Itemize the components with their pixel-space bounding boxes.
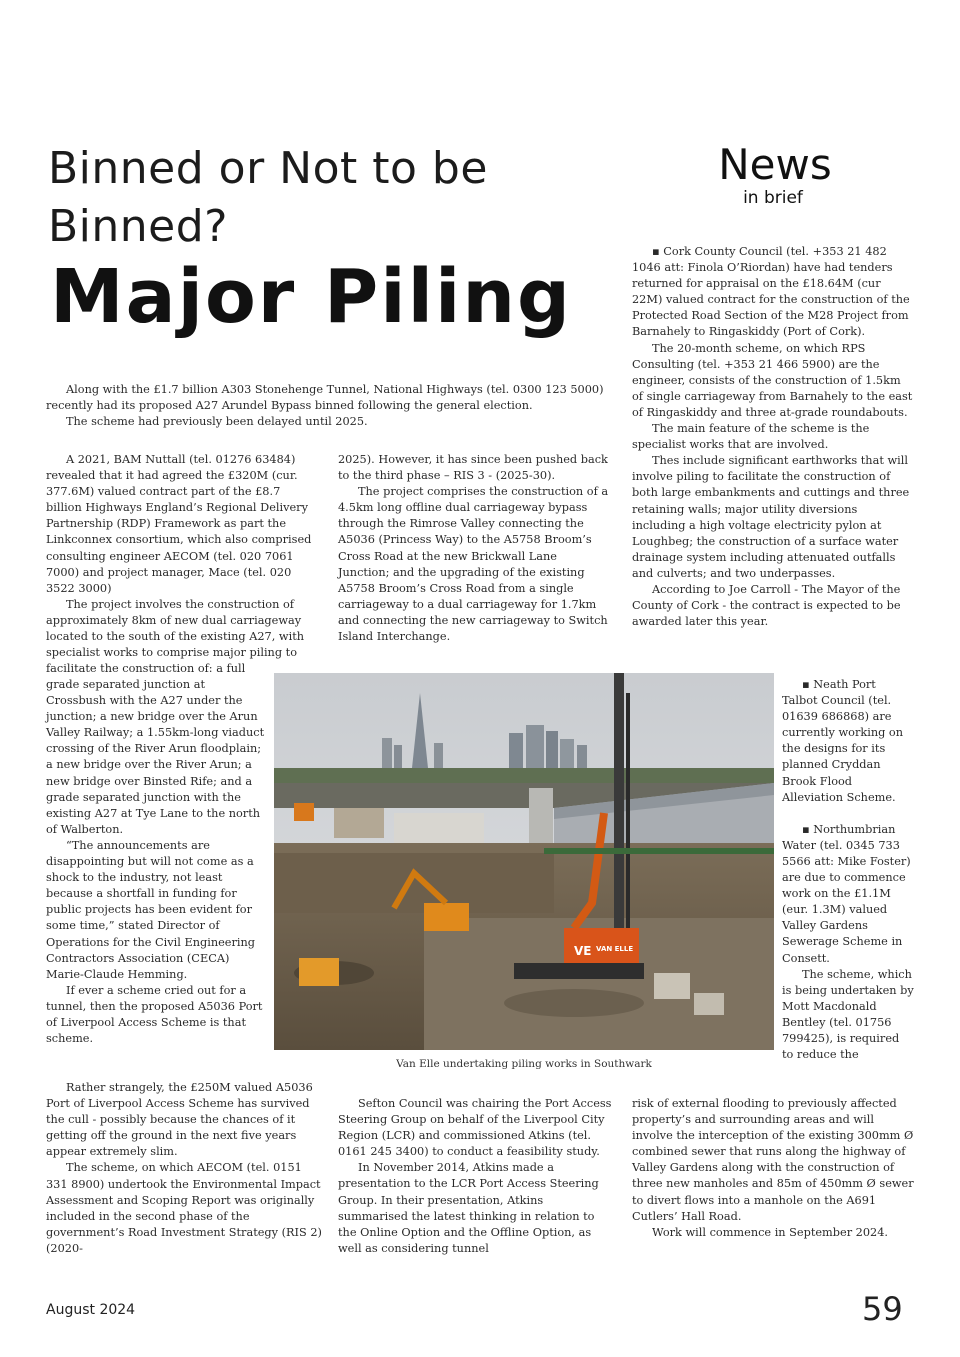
paragraph: Rather strangely, the £250M valued A5036 Port of Liverpool Access Scheme has survived the cull - possibly because the chances of it getting off the ground in the next five years appear extremely slim. xyxy=(46,1081,313,1159)
headline-line1: Binned or Not to be Binned? xyxy=(48,143,488,252)
paragraph: A 2021, BAM Nuttall (tel. 01276 63484) revealed that it had agreed the £320M (cur. 377.6M) valued contract part of the £8.7 billion Highways England’s Regional Delivery Partnership (RDP) Framework as part the Linkconnex consortium, which also comprised consulting engineer AECOM (tel. 020 7061 7000) and project manager, Mace (tel. 020 3522 3000) xyxy=(46,453,312,595)
news-brief-column-middle xyxy=(782,677,914,1063)
paragraph: Sefton Council was chairing the Port Access Steering Group on behalf of the Liverpool City Region (LCR) and commissioned Atkins (tel. 0161 245 3400) to conduct a feasibility study. xyxy=(338,1097,612,1159)
rig-logo: VE xyxy=(574,944,592,958)
paragraph: The scheme, on which AECOM (tel. 0151 331 8900) undertook the Environmental Impact Assessment and Scoping Report was originally included in the second phase of the government’s Road Investment Strategy (RIS 2) (2020- xyxy=(46,1161,322,1255)
rig-brand: VAN ELLE xyxy=(596,945,634,953)
intro-paragraph: The scheme had previously been delayed until 2025. xyxy=(66,415,368,429)
paragraph: The project involves the construction of approximately 8km of new dual carriageway located to the south of the existing A27, with specialist works to comprise major piling to facilitate the construction of: a full xyxy=(46,597,305,676)
page-number: 59 xyxy=(862,1290,903,1328)
paragraph: The 20-month scheme, on which RPS Consulting (tel. +353 21 466 5900) are the engineer, consists of the construction of 1.5km of single carriageway from Barnahely to the east of Ringaskiddy and three at-grade roundabouts. xyxy=(632,341,913,419)
construction-site-photo xyxy=(274,673,774,1050)
column-1-top xyxy=(46,452,314,677)
paragraph: The project comprises the construction of a 4.5km long offline dual carriageway bypass through the Rimrose Valley connecting the A5036 (Princess Way) to the A5758 Broom’s Cross Road at the new Brickwall Lane Junction; and the upgrading of the existing A5758 Broom’s Cross Road from a single carriageway to a dual carriageway for 1.7km and connecting the new carriageway to Switch Island Interchange. xyxy=(338,485,609,644)
issue-date: August 2024 xyxy=(46,1302,136,1318)
paragraph: ▪ Northumbrian Water (tel. 0345 733 5566 att: Mike Foster) are due to commence work on the £1.1M (eur. 1.3M) valued Valley Gardens Sewerage Scheme in Consett. xyxy=(782,822,911,965)
paragraph: The scheme, which is being undertaken by Mott Macdonald Bentley (tel. 01756 799425), is required to reduce the xyxy=(782,967,914,1062)
news-section-subtitle: in brief xyxy=(743,188,803,208)
paragraph: The main feature of the scheme is the specialist works that are involved. xyxy=(632,422,870,452)
paragraph: Thes include significant earthworks that will involve piling to facilitate the construction of both large embankments and cuttings and three retaining walls; major utility diversions including a high voltage electricity pylon at Loughbeg; the construction of a surface water drainage system including attenuated outfalls and culverts; and two underpasses. xyxy=(632,454,910,580)
paragraph: If ever a scheme cried out for a tunnel, then the proposed A5036 Port of Liverpool Access Scheme is that scheme. xyxy=(46,983,263,1046)
paragraph: risk of external flooding to previously affected property’s and surrounding areas and will involve the interception of the existing 300mm Ø combined sewer that runs along the highway of Valley Gardens along with the construction of three new manholes and 85m of 450mm Ø sewer to divert flows into a manhole on the A691 Cutlers’ Hall Road. xyxy=(632,1097,914,1223)
news-brief-column-top xyxy=(632,244,914,630)
paragraph: 2025). However, it has since been pushed back to the third phase – RIS 3 - (2025-30). xyxy=(338,453,608,483)
column-1-bottom xyxy=(46,1080,324,1257)
paragraph: “The announcements are disappointing but will not come as a shock to the industry, not least because a shortfall in funding for public projects has been evident for some time,” stated Director of Operations for the Civil Engineering Contractors Association (CECA) Marie-Claude Hemming. xyxy=(46,838,255,981)
paragraph: grade separated junction at Crossbush with the A27 under the junction; a new bridge over the Arun Valley Railway; a 1.55km-long viaduct crossing of the River Arun floodplain; a new bridge over the River Arun; a new bridge over Binsted Rife; and a grade separated junction with the existing A27 at Tye Lane to the north of Walberton. xyxy=(46,678,265,836)
news-section-title: News xyxy=(718,140,832,189)
intro-paragraph: Along with the £1.7 billion A303 Stonehenge Tunnel, National Highways (tel. 0300 123 5000) recently had its proposed A27 Arundel Bypass binned following the general election. xyxy=(46,383,604,413)
headline-line2: Major Piling xyxy=(50,254,573,340)
paragraph: ▪ Cork County Council (tel. +353 21 482 1046 att: Finola O’Riordan) have had tenders returned for appraisal on the £18.64M (cur 22M) valued contract for the construction of the Protected Road Section of the M28 Project from Barnahely to Ringaskiddy (Port of Cork). xyxy=(632,245,910,339)
paragraph: According to Joe Carroll - The Mayor of the County of Cork - the contract is expected to be awarded later this year. xyxy=(632,582,901,629)
column-2-bottom xyxy=(338,1096,616,1257)
paragraph: Work will commence in September 2024. xyxy=(652,1225,889,1239)
intro-paragraphs xyxy=(46,382,616,430)
paragraph: In November 2014, Atkins made a presentation to the LCR Port Access Steering Group. In their presentation, Atkins summarised the latest thinking in relation to the Online Option and the Offline Option, as well as considering tunnel xyxy=(338,1161,599,1255)
column-1-middle xyxy=(46,677,268,1047)
news-brief-column-bottom xyxy=(632,1096,914,1241)
photo-caption: Van Elle undertaking piling works in Southwark xyxy=(396,1058,652,1070)
column-2-top xyxy=(338,452,610,645)
paragraph: ▪ Neath Port Talbot Council (tel. 01639 686868) are currently working on the designs for its planned Cryddan Brook Flood Alleviation Scheme. xyxy=(782,678,903,804)
